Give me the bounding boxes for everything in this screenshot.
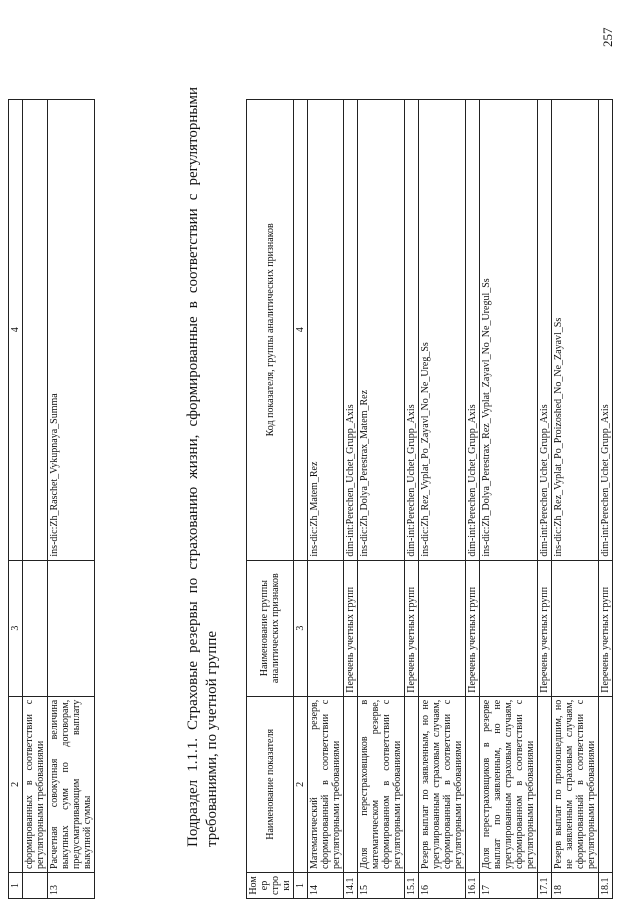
indicator-name [405, 696, 419, 872]
section-heading: Подраздел 1.1.1. Страховые резервы по страхованию жизни, сформированные в соответствии с регуляторными требованиями, по учетной группе [185, 87, 220, 847]
row-number: 15 [358, 872, 405, 898]
row-number [23, 872, 48, 898]
group-name [419, 560, 466, 696]
row-number: 14.1 [344, 872, 358, 898]
indicator-name [344, 696, 358, 872]
row-number: 16 [419, 872, 466, 898]
row-number: 17.1 [538, 872, 552, 898]
row-number: 14 [308, 872, 344, 898]
table-row [405, 100, 419, 899]
indicator-code: ins-dic:Zh_Matem_Rez [308, 100, 344, 561]
group-name [48, 560, 95, 696]
indicator-code: dim-int:Perechen_Uchet_Grupp_Axis [344, 100, 358, 561]
table-row [552, 100, 599, 899]
row-number: 18 [552, 872, 599, 898]
indicator-name: Математический резерв, сформированный в соответствии с регуляторными требованиями [308, 696, 344, 872]
indicator-name [599, 696, 613, 872]
indicator-name [466, 696, 480, 872]
col-number-4: 4 [9, 100, 23, 561]
column-number-row [9, 100, 23, 899]
group-name: Перечень учетных групп [599, 560, 613, 696]
indicator-code: ins-dic:Zh_Raschet_Vykupnaya_Summa [48, 100, 95, 561]
indicator-code: dim-int:Perechen_Uchet_Grupp_Axis [538, 100, 552, 561]
indicator-name: Резерв выплат по произошедшим, но не заявленным страховым случаям, сформированный в соответствии с регуляторными требованиями [552, 696, 599, 872]
indicator-name: Доля перестраховщиков в резерве выплат по заявленным, но не урегулированным страховым случаям, сформированном в соответствии с регуляторными требованиями [480, 696, 538, 872]
group-name: Перечень учетных групп [405, 560, 419, 696]
row-number: 16.1 [466, 872, 480, 898]
group-name [480, 560, 538, 696]
header-indicator-name: Наименование показателя [247, 696, 294, 872]
table-row [599, 100, 613, 899]
group-name: Перечень учетных групп [538, 560, 552, 696]
main-rows [308, 100, 613, 899]
group-name [23, 560, 48, 696]
indicator-code: dim-int:Perechen_Uchet_Grupp_Axis [599, 100, 613, 561]
row-number: 15.1 [405, 872, 419, 898]
indicator-code: dim-int:Perechen_Uchet_Grupp_Axis [466, 100, 480, 561]
header-row [247, 100, 294, 899]
col-number-3: 3 [9, 560, 23, 696]
indicator-code [23, 100, 48, 561]
indicator-name [538, 696, 552, 872]
column-number-row [294, 100, 308, 899]
table-row [358, 100, 405, 899]
indicator-name: сформированных в соответствии с регуляторными требованиями [23, 696, 48, 872]
row-number: 18.1 [599, 872, 613, 898]
table-row [480, 100, 538, 899]
table-row [23, 100, 48, 899]
group-name: Перечень учетных групп [344, 560, 358, 696]
indicator-name: Доля перестраховщиков в математическом резерве, сформированном в соответствии с регуляторными требованиями [358, 696, 405, 872]
row-number: 13 [48, 872, 95, 898]
col-number-1: 1 [294, 872, 308, 898]
table-row [48, 100, 95, 899]
indicators-table [246, 99, 613, 899]
col-number-3: 3 [294, 560, 308, 696]
continuation-table [8, 99, 95, 899]
header-indicator-code: Код показателя, группы аналитических признаков [247, 100, 294, 561]
indicator-code: ins-dic:Zh_Dolya_Perestrax_Matem_Rez [358, 100, 405, 561]
col-number-2: 2 [9, 696, 23, 872]
col-number-2: 2 [294, 696, 308, 872]
group-name [552, 560, 599, 696]
table-row [308, 100, 344, 899]
table-row [419, 100, 466, 899]
page-number: 257 [600, 27, 615, 47]
indicator-code: ins-dic:Zh_Rez_Vyplat_Po_Zayavl_No_Ne_Ureg_Ss [419, 100, 466, 561]
group-name: Перечень учетных групп [466, 560, 480, 696]
indicator-name: Резерв выплат по заявленным, но не урегулированным страховым случаям, сформированный в соответствии с регуляторными требованиями [419, 696, 466, 872]
indicator-name: Расчетная совокупная величина выкупных сумм по договорам, предусматривающим выплату выкупной суммы [48, 696, 95, 872]
indicator-code: ins-dic:Zh_Dolya_Perestrax_Rez_Vyplat_Zayavl_No_Ne_Uregul_Ss [480, 100, 538, 561]
header-row-number: Номер строки [247, 872, 294, 898]
table-row [344, 100, 358, 899]
col-number-1: 1 [9, 872, 23, 898]
table-row [466, 100, 480, 899]
group-name [358, 560, 405, 696]
group-name [308, 560, 344, 696]
row-number: 17 [480, 872, 538, 898]
indicator-code: ins-dic:Zh_Rez_Vyplat_Po_Proizoshed_No_Ne_Zayavl_Ss [552, 100, 599, 561]
header-group-name: Наименование группы аналитических признаков [247, 560, 294, 696]
col-number-4: 4 [294, 100, 308, 561]
table-row [538, 100, 552, 899]
indicator-code: dim-int:Perechen_Uchet_Grupp_Axis [405, 100, 419, 561]
